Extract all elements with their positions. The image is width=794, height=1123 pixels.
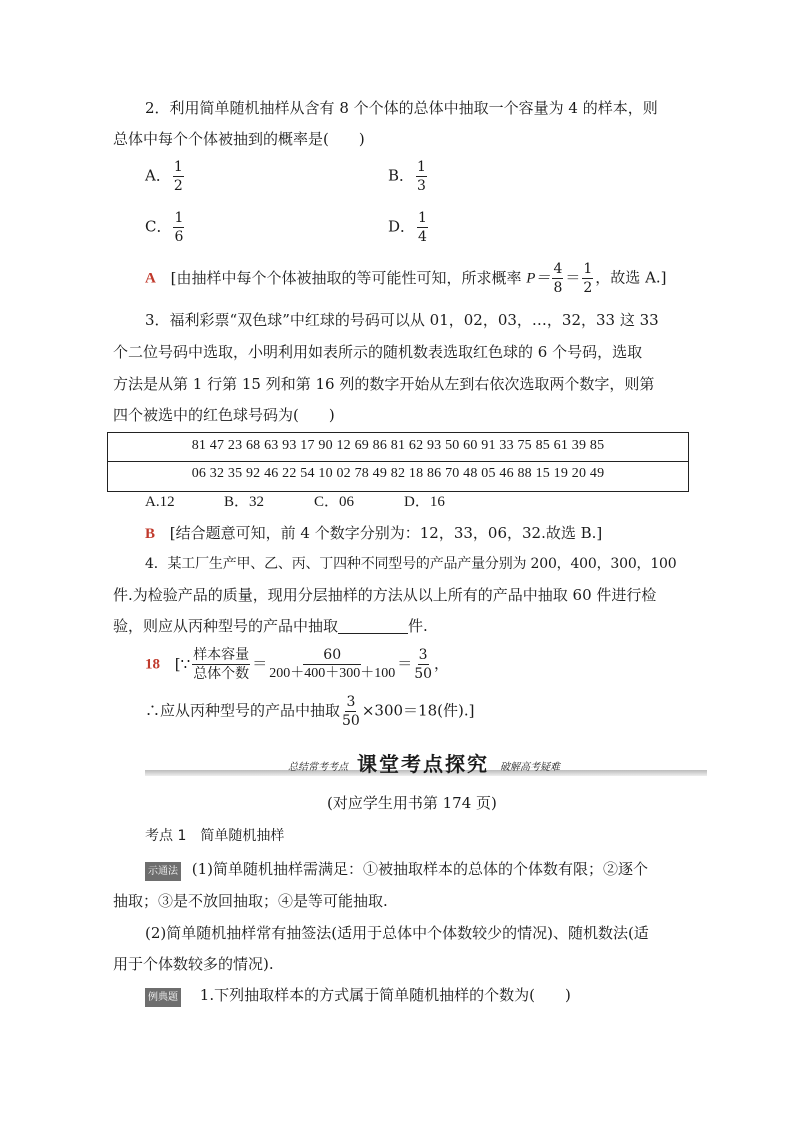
q2-option-b: B． $\frac{1}{3}$ — [388, 159, 426, 194]
table-row: 06 32 35 92 46 22 54 10 02 78 49 82 18 86 70 48 05 46 88 15 19 20 49 — [191, 466, 605, 481]
table-row: 81 47 23 68 63 93 17 90 12 69 86 81 62 93 50 60 91 33 75 85 61 39 85 — [191, 438, 605, 453]
kp1-para2-line1: (2)简单随机抽样常有抽签法(适用于总体中个体数较少的情况)、随机数法(适 — [145, 924, 649, 942]
q4-answer-value: 18 — [145, 656, 160, 673]
table-divider — [108, 461, 688, 462]
q4-line1: 4．某工厂生产甲、乙、丙、丁四种不同型号的产品产量分别为 200，400，300，100 — [145, 556, 677, 572]
q4-line2: 件.为检验产品的质量，现用分层抽样的方法从以上所有的产品中抽取 60 件进行检 — [113, 586, 657, 604]
method-tag: 示通法 — [145, 862, 181, 881]
q2-option-c: C． $\frac{1}{6}$ — [145, 210, 184, 245]
banner-left-caption: 总结常考考点 — [288, 762, 348, 773]
section-title: 课堂考点探究 — [357, 752, 489, 776]
q3-line3: 方法是从第 1 行第 15 列和第 16 列的数字开始从左到右依次选取两个数字，则第 — [113, 375, 655, 393]
q2-answer-letter: A — [145, 270, 156, 287]
q2-line2: 总体中每个个体被抽到的概率是( ) — [113, 130, 365, 148]
example-tag: 例典题 — [145, 988, 181, 1007]
kp1-para1-line1: 示通法 (1)简单随机抽样需满足：①被抽取样本的总体的个体数有限；②逐个 — [145, 862, 648, 881]
kp1-para1-line2: 抽取；③是不放回抽取；④是等可能抽取. — [113, 892, 388, 910]
q3-answer: B [结合题意可知，前 4 个数字分别为：12，33，06，32.故选 B.] — [145, 524, 603, 542]
q3-option-a: A.12 — [145, 494, 175, 510]
q3-option-b: B．32 — [224, 494, 265, 510]
q3-line1: 3．福利彩票“双色球”中红球的号码可以从 01，02，03，…，32，33 这 33 — [145, 311, 659, 329]
q4-answer-line2: ∴应从丙种型号的产品中抽取 $\frac{3}{50}$ ×300＝18(件).] — [145, 694, 475, 729]
banner-right-caption: 破解高考疑难 — [500, 762, 560, 773]
q3-option-c: C．06 — [314, 494, 355, 510]
q2-answer: A [由抽样中每个个体被抽取的等可能性可知，所求概率 P＝ $\frac{4}{8}$ ＝ $\frac{1}{2}$ ，故选 A.] — [145, 261, 667, 296]
random-number-table — [107, 432, 689, 492]
q4-line3: 验，则应从丙种型号的产品中抽取 件. — [113, 617, 428, 635]
example-question: 例典题 1.下列抽取样本的方式属于简单随机抽样的个数为( ) — [145, 988, 571, 1007]
q2-line1: 2．利用简单随机抽样从含有 8 个个体的总体中抽取一个容量为 4 的样本，则 — [145, 99, 658, 117]
q2-option-d: D． $\frac{1}{4}$ — [388, 210, 427, 245]
kp1-para2-line2: 用于个体数较多的情况). — [113, 955, 274, 973]
q3-line2: 个二位号码中选取，小明利用如表所示的随机数表选取红色球的 6 个号码，选取 — [113, 343, 643, 361]
answer-blank — [338, 619, 408, 634]
page-reference: (对应学生用书第 174 页) — [327, 794, 497, 812]
q4-answer-line1: 18 [∵ $\frac{\text{样本容量}}{\text{总体个数}}$ ＝ $\frac{60}{200+400+300+100}$ ＝ $\frac{3}{50}$ ， — [145, 647, 450, 682]
key-point-title: 考点 1 简单随机抽样 — [145, 828, 285, 844]
q3-option-d: D．16 — [404, 494, 445, 510]
q2-option-a: A． $\frac{1}{2}$ — [145, 159, 183, 194]
q3-answer-letter: B — [145, 526, 156, 542]
q3-line4: 四个被选中的红色球号码为( ) — [113, 406, 335, 424]
